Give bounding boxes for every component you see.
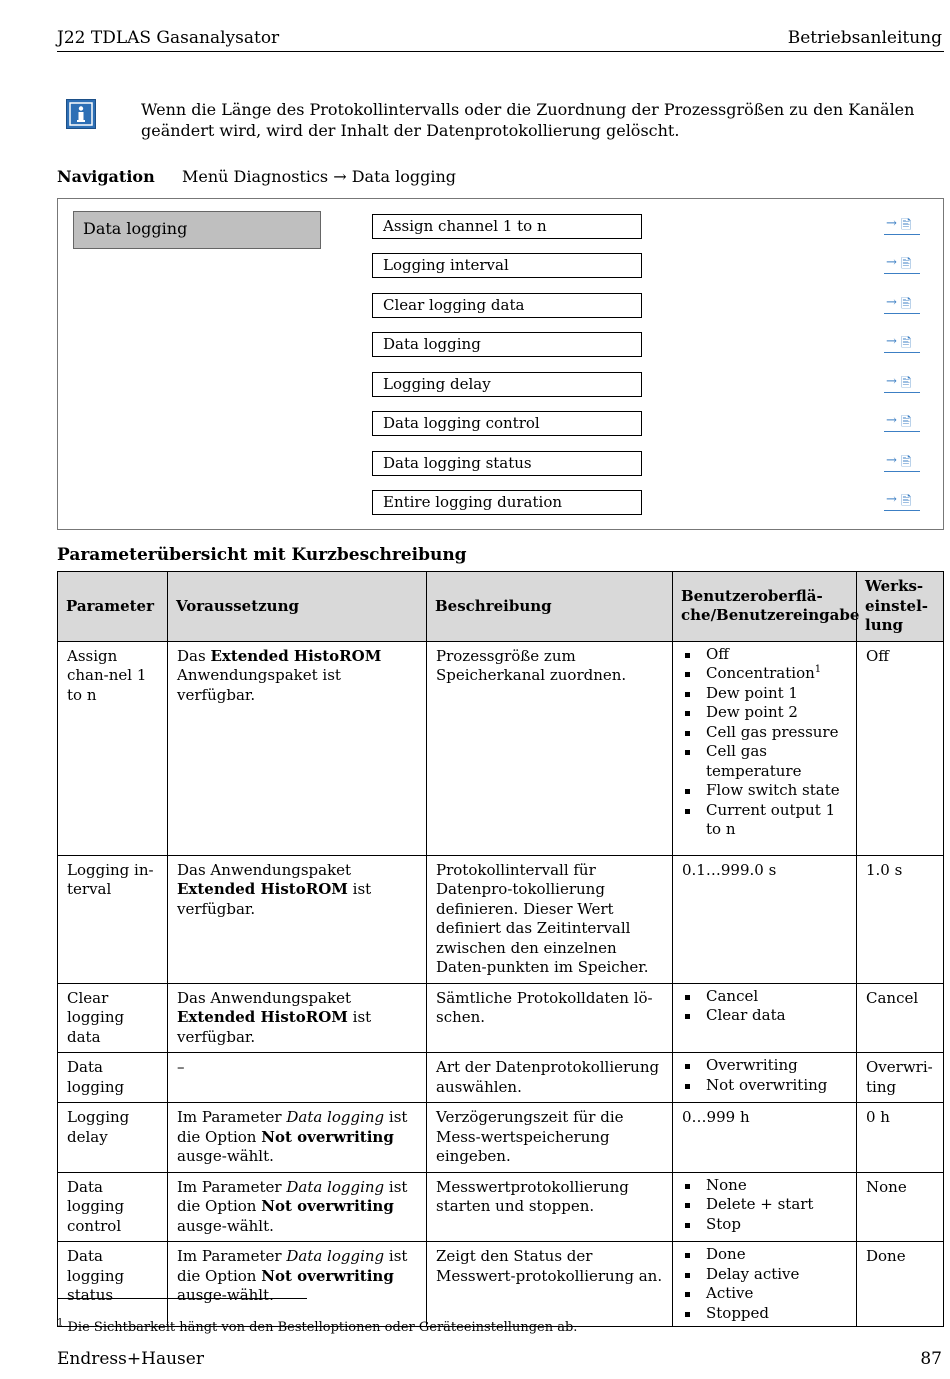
param-requirement: Das Anwendungspaket Extended HistoROM ist verfügbar. — [168, 855, 427, 983]
nav-item-data-logging-control: Data logging control — [372, 411, 642, 436]
table-header-row — [58, 572, 944, 642]
parameter-table — [57, 571, 944, 1327]
footnote-marker: 1 — [57, 1317, 64, 1329]
param-requirement: – — [168, 1053, 427, 1103]
nav-link-logging-delay[interactable] — [884, 374, 920, 393]
param-description: Messwertprotokollierung starten und stoppen. — [427, 1172, 673, 1242]
table-row — [58, 1172, 944, 1242]
footer-brand: Endress+Hauser — [57, 1349, 204, 1369]
param-default: Cancel — [857, 983, 944, 1053]
table-row — [58, 1103, 944, 1173]
param-default: 0 h — [857, 1103, 944, 1173]
navigation-path: Menü Diagnostics → Data logging — [182, 167, 457, 186]
option-item: Clear data — [682, 1006, 847, 1026]
param-name: Clear logging data — [58, 983, 168, 1053]
param-name: Data logging control — [58, 1172, 168, 1242]
header-user-interface: Benutzeroberflä-che/Benutzereingabe — [673, 572, 857, 642]
header-description: Beschreibung — [427, 572, 673, 642]
option-item: None — [682, 1176, 847, 1196]
nav-link-logging-interval[interactable] — [884, 255, 920, 274]
nav-item-logging-interval: Logging interval — [372, 253, 642, 278]
option-item: Delete + start — [682, 1195, 847, 1215]
option-item: Delay active — [682, 1265, 847, 1285]
param-name: Data logging — [58, 1053, 168, 1103]
option-item: Overwriting — [682, 1056, 847, 1076]
menu-title-data-logging: Data logging — [73, 211, 321, 249]
option-item: Flow switch state — [682, 781, 847, 801]
header-rule — [57, 51, 944, 52]
option-item: Stopped — [682, 1304, 847, 1324]
option-item: Done — [682, 1245, 847, 1265]
param-options — [673, 1053, 857, 1103]
nav-item-entire-logging-duration: Entire logging duration — [372, 490, 642, 515]
nav-item-logging-delay: Logging delay — [372, 372, 642, 397]
param-options — [673, 641, 857, 855]
param-name: Logging delay — [58, 1103, 168, 1173]
param-description: Prozessgröße zum Speicherkanal zuordnen. — [427, 641, 673, 855]
param-options — [673, 1242, 857, 1327]
table-row — [58, 1242, 944, 1327]
param-description: Protokollintervall für Datenpro-tokollierung definieren. Dieser Wert definiert das Zeitintervall zwischen den einzelnen Daten-punkten im Speicher. — [427, 855, 673, 983]
param-options — [673, 983, 857, 1053]
param-description: Sämtliche Protokolldaten lö-schen. — [427, 983, 673, 1053]
table-row — [58, 1053, 944, 1103]
table-row — [58, 641, 944, 855]
param-default: Overwri-ting — [857, 1053, 944, 1103]
option-item: Dew point 2 — [682, 703, 847, 723]
param-default: 1.0 s — [857, 855, 944, 983]
param-input-range: 0…999 h — [673, 1103, 857, 1173]
page-number: 87 — [920, 1349, 942, 1369]
header-parameter: Parameter — [58, 572, 168, 642]
document-type: Betriebsanleitung — [787, 28, 942, 48]
footnote-ref: 1 — [814, 664, 822, 675]
document-icon: 🖹 — [901, 257, 912, 272]
option-item: Current output 1 to n — [682, 801, 847, 840]
nav-link-clear-logging-data[interactable] — [884, 295, 920, 314]
nav-link-data-logging-control[interactable] — [884, 413, 920, 432]
param-description: Art der Datenprotokollierung auswählen. — [427, 1053, 673, 1103]
navigation-menu-box — [57, 198, 944, 530]
option-item: Cancel — [682, 987, 847, 1007]
navigation-label: Navigation — [57, 167, 155, 186]
nav-link-data-logging-status[interactable] — [884, 453, 920, 472]
footnote-rule — [57, 1298, 307, 1299]
footnote-text: Die Sichtbarkeit hängt von den Bestelloptionen oder Geräteeinstellungen ab. — [63, 1320, 578, 1335]
param-default: Off — [857, 641, 944, 855]
arrow-right-icon: → — [886, 334, 897, 349]
document-icon: 🖹 — [901, 297, 912, 312]
param-description: Zeigt den Status der Messwert-protokollierung an. — [427, 1242, 673, 1327]
param-description: Verzögerungszeit für die Mess-wertspeicherung eingeben. — [427, 1103, 673, 1173]
arrow-right-icon: → — [886, 255, 897, 270]
param-default: Done — [857, 1242, 944, 1327]
document-icon: 🖹 — [901, 376, 912, 391]
nav-item-clear-logging-data: Clear logging data — [372, 293, 642, 318]
document-icon: 🖹 — [901, 415, 912, 430]
option-item: Cell gas pressure — [682, 723, 847, 743]
arrow-right-icon: → — [886, 453, 897, 468]
header-factory-setting: Werks-einstel-lung — [857, 572, 944, 642]
arrow-right-icon: → — [886, 374, 897, 389]
document-icon: 🖹 — [901, 494, 912, 509]
table-row — [58, 855, 944, 983]
param-requirement: Im Parameter Data logging ist die Option Not overwriting ausge-wählt. — [168, 1172, 427, 1242]
param-input-range: 0.1…999.0 s — [673, 855, 857, 983]
param-requirement: Das Anwendungspaket Extended HistoROM ist verfügbar. — [168, 983, 427, 1053]
nav-link-data-logging[interactable] — [884, 334, 920, 353]
info-icon — [66, 99, 96, 129]
nav-link-assign-channel[interactable] — [884, 216, 920, 235]
param-requirement: Im Parameter Data logging ist die Option Not overwriting ausge-wählt. — [168, 1103, 427, 1173]
table-row — [58, 983, 944, 1053]
document-icon: 🖹 — [901, 336, 912, 351]
document-icon: 🖹 — [901, 455, 912, 470]
option-item: Cell gas temperature — [682, 742, 847, 781]
param-options — [673, 1172, 857, 1242]
param-name: Assign chan-nel 1 to n — [58, 641, 168, 855]
info-note-text: Wenn die Länge des Protokollintervalls oder die Zuordnung der Prozessgrößen zu den Kanälen geändert wird, wird der Inhalt der Datenprotokollierung gelöscht. — [141, 100, 915, 140]
option-item: Not overwriting — [682, 1076, 847, 1096]
param-requirement: Das Extended HistoROM Anwendungspaket ist verfügbar. — [168, 641, 427, 855]
document-icon: 🖹 — [901, 218, 912, 233]
arrow-right-icon: → — [886, 216, 897, 231]
document-title: J22 TDLAS Gasanalysator — [57, 28, 280, 48]
arrow-right-icon: → — [886, 413, 897, 428]
nav-item-data-logging: Data logging — [372, 332, 642, 357]
param-name: Logging in-terval — [58, 855, 168, 983]
param-default: None — [857, 1172, 944, 1242]
footnote — [57, 1317, 578, 1335]
param-requirement: Im Parameter Data logging ist die Option Not overwriting ausge-wählt. — [168, 1242, 427, 1327]
arrow-right-icon: → — [886, 295, 897, 310]
arrow-right-icon: → — [886, 492, 897, 507]
param-name: Data logging status — [58, 1242, 168, 1327]
option-item: Stop — [682, 1215, 847, 1235]
header-requirement: Voraussetzung — [168, 572, 427, 642]
option-item: Active — [682, 1284, 847, 1304]
section-title: Parameterübersicht mit Kurzbeschreibung — [57, 545, 467, 565]
option-item: Off — [682, 645, 847, 665]
option-item: Concentration$^1$ — [682, 664, 847, 684]
nav-item-assign-channel: Assign channel 1 to n — [372, 214, 642, 239]
option-item: Dew point 1 — [682, 684, 847, 704]
nav-item-data-logging-status: Data logging status — [372, 451, 642, 476]
nav-link-entire-logging-duration[interactable] — [884, 492, 920, 511]
